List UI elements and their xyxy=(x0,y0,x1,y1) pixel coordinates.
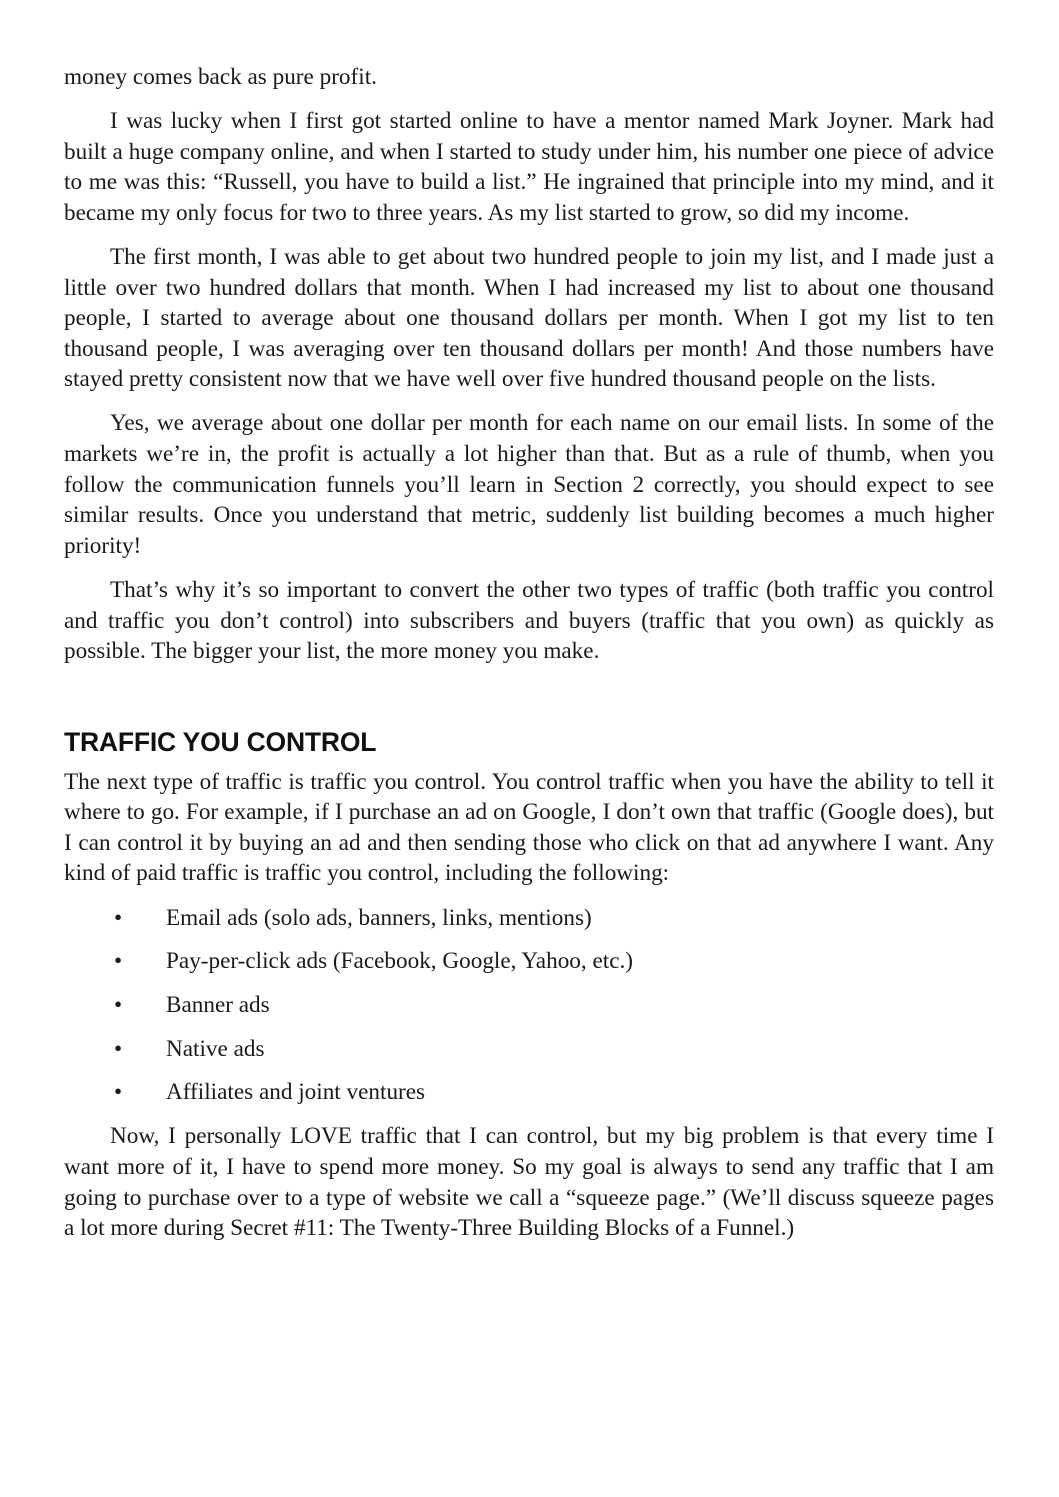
bullet-dot-icon: • xyxy=(114,1079,123,1106)
bullet-item xyxy=(64,903,994,934)
bullet-item xyxy=(64,946,994,977)
bullet-dot-icon: • xyxy=(114,1035,123,1062)
bullet-item xyxy=(64,1077,994,1108)
section-heading: TRAFFIC YOU CONTROL xyxy=(64,726,377,757)
bullet-text: Email ads (solo ads, banners, links, mentions) xyxy=(166,904,592,931)
bullet-text: Pay-per-click ads (Facebook, Google, Yahoo, etc.) xyxy=(166,948,634,975)
paragraph: money comes back as pure profit. xyxy=(64,64,377,90)
paragraph: The first month, I was able to get about two hundred people to join my list, and I made just a little over two hundred dollars that month. When I had increased my list to about one thousand people, I started to average about one thousand dollars per month. When I got my list to ten thousand people, I was averaging over ten thousand dollars per month! And those numbers have stayed pretty consistent now that we have well over five hundred thousand people on the lists. xyxy=(64,243,994,393)
closing-paragraph: Now, I personally LOVE traffic that I can control, but my big problem is that every time I want more of it, I have to spend more money. So my goal is always to send any traffic that I am going to purchase over to a type of website we call a “squeeze page.” (We’ll discuss squeeze pages a lot more during Secret #11: The Twenty-Three Building Blocks of a Funnel.) xyxy=(64,1123,994,1242)
bullet-text: Native ads xyxy=(166,1035,265,1062)
bullet-text: Affiliates and joint ventures xyxy=(166,1079,426,1106)
bullet-dot-icon: • xyxy=(114,991,123,1018)
paragraph: I was lucky when I first got started online to have a mentor named Mark Joyner. Mark had built a huge company online, and when I started to study under him, his number one piece of advice to me was this: “Russell, you have to build a list.” He ingrained that principle into my mind, and it became my only focus for two to three years. As my list started to grow, so did my income. xyxy=(64,108,994,226)
paragraph: That’s why it’s so important to convert the other two types of traffic (both traffic you control and traffic you don’t control) into subscribers and buyers (traffic that you own) as quickly as possible. The bigger your list, the more money you make. xyxy=(64,576,994,665)
bullet-text: Banner ads xyxy=(166,991,270,1018)
bullet-dot-icon: • xyxy=(114,904,123,931)
document-page xyxy=(64,62,994,1257)
section-intro-paragraph: The next type of traffic is traffic you control. You control traffic when you have the ability to tell it where to go. For example, if I purchase an ad on Google, I don’t own that traffic (Google does), but I can control it by buying an ad and then sending those who click on that ad anywhere I want. Any kind of paid traffic is traffic you control, including the following: xyxy=(64,768,994,887)
bullet-list xyxy=(64,903,994,1108)
paragraph: Yes, we average about one dollar per month for each name on our email lists. In some of the markets we’re in, the profit is actually a lot higher than that. But as a rule of thumb, when you follow the communication funnels you’ll learn in Section 2 correctly, you should expect to see similar results. Once you understand that metric, suddenly list building becomes a much higher priority! xyxy=(64,410,994,559)
bullet-item xyxy=(64,1034,994,1065)
bullet-item xyxy=(64,990,994,1021)
bullet-dot-icon: • xyxy=(114,948,123,975)
